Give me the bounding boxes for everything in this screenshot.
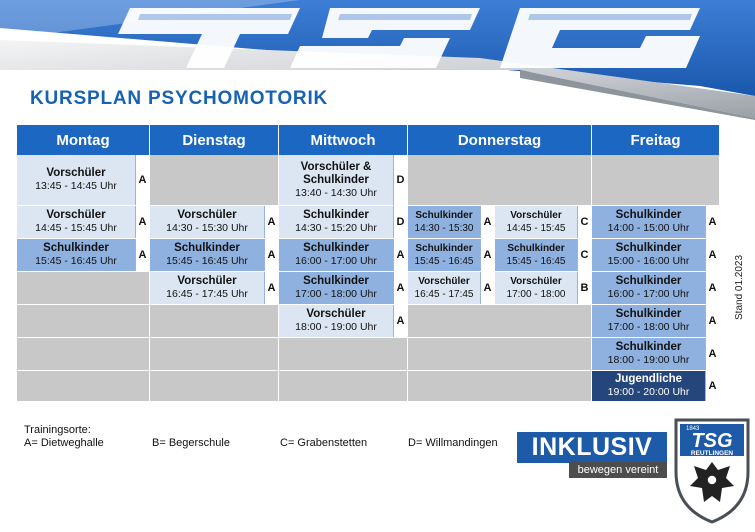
- course-location: A: [393, 305, 407, 337]
- course-slot: [408, 206, 495, 239]
- course-time: 16:00 - 17:00 Uhr: [607, 288, 690, 300]
- course-time: 15:45 - 16:45: [506, 256, 566, 267]
- course-time: 14:00 - 15:00 Uhr: [607, 222, 690, 234]
- crest-city: REUTLINGEN: [690, 450, 734, 457]
- course-name: Jugendliche: [614, 373, 683, 385]
- day-header-freitag: Freitag: [592, 125, 720, 155]
- course-location: A: [705, 371, 719, 401]
- course-name: Vorschüler: [46, 167, 106, 179]
- course-slot: [279, 155, 408, 206]
- course-name: Vorschüler: [177, 275, 237, 287]
- course-info: [495, 206, 577, 238]
- legend-item-c: C= Grabenstetten: [280, 437, 368, 449]
- course-info: [279, 272, 393, 304]
- course-location: C: [577, 239, 591, 271]
- course-name: Schulkinder: [43, 242, 109, 254]
- course-name: Schulkinder: [615, 242, 682, 254]
- empty-slot: [17, 338, 150, 371]
- crest-name: TSG: [691, 430, 733, 452]
- course-slot: [279, 239, 408, 272]
- day-header-donnerstag: Donnerstag: [408, 125, 592, 155]
- course-info: [592, 272, 705, 304]
- course-time: 14:45 - 15:45: [506, 223, 566, 234]
- course-name: Schulkinder: [615, 308, 682, 320]
- course-info: [150, 239, 264, 271]
- empty-slot: [150, 155, 279, 206]
- course-location: A: [135, 155, 149, 205]
- course-location: A: [393, 272, 407, 304]
- course-slot: [495, 206, 592, 239]
- course-info: [592, 305, 705, 337]
- course-time: 19:00 - 20:00 Uhr: [607, 386, 690, 398]
- course-time: 14:30 - 15:30 Uhr: [166, 222, 248, 234]
- empty-slot: [150, 338, 279, 371]
- course-slot: [592, 305, 720, 338]
- course-info: [592, 206, 705, 238]
- course-location: A: [705, 305, 719, 337]
- course-slot: [592, 371, 720, 402]
- course-time: 14:30 - 15:20 Uhr: [295, 222, 377, 234]
- course-location: D: [393, 206, 407, 238]
- course-name: Vorschüler: [510, 210, 562, 221]
- legend-item-d: D= Willmandingen: [408, 437, 498, 449]
- course-slot: [17, 155, 150, 206]
- empty-slot: [17, 272, 150, 305]
- course-info: [279, 239, 393, 271]
- empty-slot: [150, 305, 279, 338]
- day-header-dienstag: Dienstag: [150, 125, 279, 155]
- course-name: Schulkinder: [415, 243, 473, 254]
- course-info: [150, 206, 264, 238]
- course-location: D: [393, 155, 407, 205]
- course-name: Vorschüler: [46, 209, 106, 221]
- stand-date: Stand 01.2023: [734, 254, 745, 320]
- empty-slot: [17, 305, 150, 338]
- course-slot: [592, 272, 720, 305]
- course-name: Schulkinder: [507, 243, 565, 254]
- inklusiv-logo: [517, 432, 667, 478]
- course-info: [408, 239, 480, 271]
- course-slot: [150, 272, 279, 305]
- course-slot: [279, 305, 408, 338]
- course-time: 14:45 - 15:45 Uhr: [35, 222, 117, 234]
- course-info: [495, 239, 577, 271]
- course-time: 18:00 - 19:00 Uhr: [295, 321, 377, 333]
- course-slot: [408, 272, 495, 305]
- crest-year: 1843: [686, 426, 700, 432]
- course-name: Schulkinder: [303, 209, 369, 221]
- course-name-line2: Schulkinder: [303, 173, 369, 186]
- course-location: A: [480, 206, 494, 238]
- course-location: B: [577, 272, 591, 304]
- course-info: [408, 272, 480, 304]
- course-location: A: [135, 206, 149, 238]
- course-slot: [17, 206, 150, 239]
- course-time: 13:40 - 14:30 Uhr: [295, 186, 377, 199]
- course-slot: [150, 239, 279, 272]
- course-slot: [495, 239, 592, 272]
- course-name: Schulkinder: [615, 275, 682, 287]
- course-info: [408, 206, 480, 238]
- empty-slot: [408, 305, 592, 338]
- course-location: A: [480, 239, 494, 271]
- course-name: Vorschüler: [418, 276, 470, 287]
- course-slot: [17, 239, 150, 272]
- course-name: Vorschüler &: [300, 160, 372, 173]
- course-info: [279, 206, 393, 238]
- course-location: A: [264, 206, 278, 238]
- legend-item-a: A= Dietweghalle: [24, 437, 104, 449]
- course-info: [17, 155, 135, 205]
- course-time: 15:45 - 16:45 Uhr: [35, 255, 117, 267]
- course-slot: [150, 206, 279, 239]
- inklusiv-wordmark: INKLUSIV: [517, 432, 667, 463]
- course-name: Schulkinder: [615, 341, 682, 353]
- course-time: 17:00 - 18:00: [506, 289, 566, 300]
- empty-slot: [408, 371, 592, 402]
- course-time: 15:00 - 16:00 Uhr: [607, 255, 690, 267]
- course-slot: [592, 239, 720, 272]
- course-location: A: [264, 239, 278, 271]
- course-location: C: [577, 206, 591, 238]
- course-location: A: [393, 239, 407, 271]
- empty-slot: [279, 338, 408, 371]
- inklusiv-slogan: bewegen vereint: [569, 462, 667, 478]
- course-location: A: [705, 272, 719, 304]
- course-time: 17:00 - 18:00 Uhr: [607, 321, 690, 333]
- course-name: Vorschüler: [510, 276, 562, 287]
- day-header-mittwoch: Mittwoch: [279, 125, 408, 155]
- course-slot: [592, 338, 720, 371]
- course-name: Schulkinder: [303, 242, 369, 254]
- course-info: [592, 371, 705, 401]
- course-slot: [495, 272, 592, 305]
- course-location: A: [264, 272, 278, 304]
- course-name: Vorschüler: [306, 308, 366, 320]
- course-info: [17, 206, 135, 238]
- course-name: Schulkinder: [615, 209, 682, 221]
- course-location: A: [480, 272, 494, 304]
- course-time: 17:00 - 18:00 Uhr: [295, 288, 377, 300]
- course-time: 15:45 - 16:45: [414, 256, 474, 267]
- legend-item-b: B= Begerschule: [152, 437, 230, 449]
- course-info: [495, 272, 577, 304]
- course-name: Schulkinder: [303, 275, 369, 287]
- course-info: [279, 155, 393, 205]
- course-time: 14:30 - 15:30: [414, 223, 474, 234]
- course-location: A: [705, 338, 719, 370]
- course-time: 16:00 - 17:00 Uhr: [295, 255, 377, 267]
- course-time: 16:45 - 17:45 Uhr: [166, 288, 248, 300]
- course-slot: [592, 206, 720, 239]
- course-slot: [279, 206, 408, 239]
- course-info: [592, 239, 705, 271]
- empty-slot: [150, 371, 279, 402]
- course-time: 13:45 - 14:45 Uhr: [35, 180, 117, 192]
- course-time: 18:00 - 19:00 Uhr: [607, 354, 690, 366]
- day-header-montag: Montag: [17, 125, 150, 155]
- tsg-reutlingen-crest-icon: [672, 416, 752, 524]
- course-location: A: [135, 239, 149, 271]
- course-location: A: [705, 206, 719, 238]
- course-info: [150, 272, 264, 304]
- schedule-table: [17, 125, 720, 402]
- empty-slot: [17, 371, 150, 402]
- empty-slot: [592, 155, 720, 206]
- course-location: A: [705, 239, 719, 271]
- course-name: Schulkinder: [174, 242, 240, 254]
- course-name: Schulkinder: [415, 210, 473, 221]
- course-info: [592, 338, 705, 370]
- empty-slot: [408, 155, 592, 206]
- course-slot: [279, 272, 408, 305]
- course-time: 15:45 - 16:45 Uhr: [166, 255, 248, 267]
- course-slot: [408, 239, 495, 272]
- course-info: [17, 239, 135, 271]
- course-info: [279, 305, 393, 337]
- empty-slot: [408, 338, 592, 371]
- page-title: KURSPLAN PSYCHOMOTORIK: [30, 88, 329, 109]
- course-time: 16:45 - 17:45: [414, 289, 474, 300]
- empty-slot: [279, 371, 408, 402]
- legend-title: Trainingsorte:: [24, 424, 91, 436]
- course-name: Vorschüler: [177, 209, 237, 221]
